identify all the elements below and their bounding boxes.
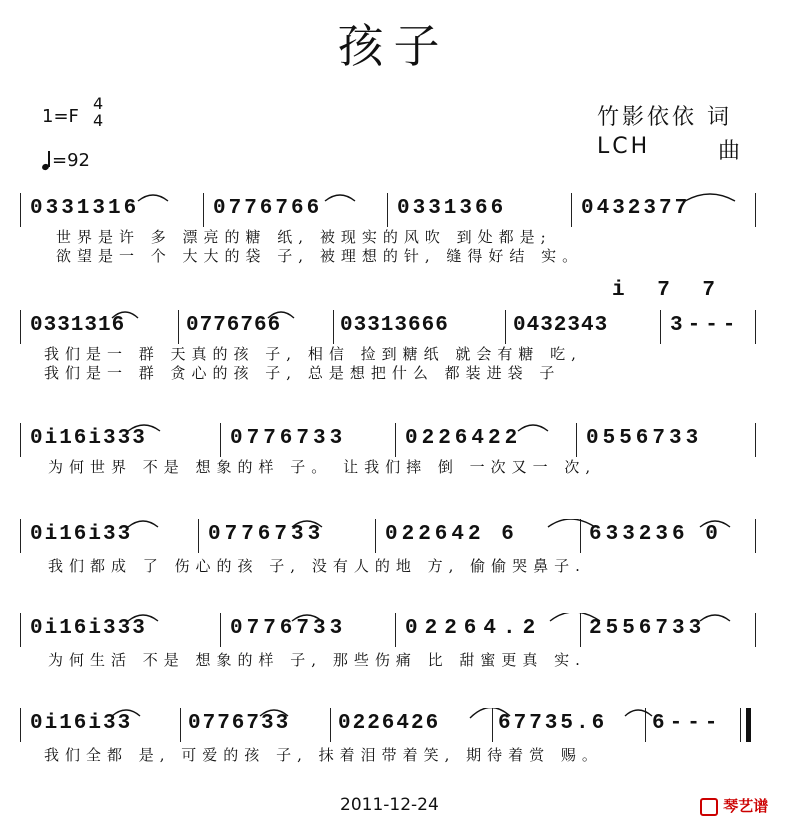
- barline: [580, 613, 581, 647]
- measure: 0776733: [208, 523, 325, 546]
- barline: [180, 708, 181, 742]
- barline: [20, 708, 21, 742]
- lyric-line: 我们都成 了 伤心的孩 子, 没有人的地 方, 偷偷哭鼻子.: [48, 557, 586, 575]
- site-logo: [700, 795, 768, 816]
- barline: [645, 708, 646, 742]
- lyric-line: 为何世界 不是 想象的样 子。 让我们摔 倒 一次又一 次,: [48, 458, 597, 476]
- barline: [395, 613, 396, 647]
- barline: [755, 193, 756, 227]
- composer-name: LCH: [597, 134, 651, 159]
- barline: [755, 613, 756, 647]
- barline: [20, 519, 21, 553]
- barline: [576, 423, 577, 457]
- measure: 633236 0: [589, 523, 722, 546]
- tempo-marking: [42, 150, 90, 171]
- barline: [220, 613, 221, 647]
- measure: 0776733: [188, 712, 291, 735]
- measure: 0i16i333: [30, 427, 147, 450]
- barline: [387, 193, 388, 227]
- score-row-1: [20, 193, 760, 263]
- barline: [20, 613, 21, 647]
- lyric-line: 我们是一 群 天真的孩 子, 相信 捡到糖纸 就会有糖 吃,: [44, 345, 582, 363]
- final-barline-thick: [746, 708, 751, 742]
- measure: 02264.2: [405, 617, 543, 640]
- lyric-line: 世界是许 多 漂亮的糖 纸, 被现实的风吹 到处都是;: [56, 228, 552, 246]
- barline: [20, 193, 21, 227]
- measure: 0331366: [397, 197, 507, 220]
- barline: [492, 708, 493, 742]
- measure: 0226426: [338, 712, 441, 735]
- measure: 0776766: [186, 314, 282, 337]
- logo-icon: [700, 798, 718, 816]
- measure: 0556733: [586, 427, 703, 450]
- key-signature: 1=F: [42, 106, 79, 127]
- measure: 0776733: [230, 617, 347, 640]
- song-title: 孩子: [337, 19, 450, 73]
- measure: 03313666: [340, 314, 449, 337]
- barline: [395, 423, 396, 457]
- time-signature: [93, 95, 103, 129]
- lyric-line: 我们全都 是, 可爱的孩 子, 抹着泪带着笑, 期待着赏 赐。: [44, 746, 603, 764]
- barline: [755, 310, 756, 344]
- lyricist-credit: 竹影依依 词: [597, 105, 732, 130]
- final-barline-thin: [740, 708, 741, 742]
- measure: 0331316: [30, 197, 140, 220]
- barline: [755, 519, 756, 553]
- barline: [20, 310, 21, 344]
- score-row-2: [20, 310, 760, 380]
- upper-notes: i 7 7: [612, 279, 726, 302]
- logo-text: 琴艺谱: [723, 797, 769, 815]
- barline: [505, 310, 506, 344]
- measure: 0i16i333: [30, 617, 147, 640]
- measure: 0776733: [230, 427, 347, 450]
- measure: 67735.6: [498, 712, 608, 735]
- barline: [333, 310, 334, 344]
- score-row-4: [20, 519, 760, 589]
- measure: 0432343: [513, 314, 609, 337]
- measure: 0226422: [405, 427, 522, 450]
- composer-role: 曲: [718, 139, 744, 164]
- measure: 0i16i33: [30, 523, 133, 546]
- barline: [330, 708, 331, 742]
- barline: [178, 310, 179, 344]
- lyric-line: 为何生活 不是 想象的样 子, 那些伤痛 比 甜蜜更真 实.: [48, 651, 586, 669]
- measure: 022642 6: [385, 523, 518, 546]
- measure: 3---: [670, 314, 741, 337]
- measure: 0i16i33: [30, 712, 133, 735]
- score-row-5: [20, 613, 760, 683]
- barline: [580, 519, 581, 553]
- barline: [20, 423, 21, 457]
- measure: 0776766: [213, 197, 323, 220]
- tempo-value: =92: [52, 150, 90, 171]
- lyric-line: 欲望是一 个 大大的袋 子, 被理想的针, 缝得好结 实。: [56, 247, 584, 265]
- measure: 2556733: [589, 617, 706, 640]
- measure: 0331316: [30, 314, 126, 337]
- barline: [198, 519, 199, 553]
- quarter-note-icon: [42, 151, 52, 171]
- barline: [203, 193, 204, 227]
- date-stamp: 2011-12-24: [340, 795, 439, 815]
- barline: [375, 519, 376, 553]
- measure: 0432377: [581, 197, 691, 220]
- barline: [220, 423, 221, 457]
- score-row-3: [20, 423, 760, 493]
- barline: [571, 193, 572, 227]
- time-signature-top: 4: [93, 94, 104, 113]
- measure: 6---: [652, 712, 723, 735]
- barline: [755, 423, 756, 457]
- barline: [660, 310, 661, 344]
- time-signature-bottom: 4: [93, 111, 104, 130]
- lyric-line: 我们是一 群 贪心的孩 子, 总是想把什么 都装进袋 子: [44, 364, 561, 382]
- score-row-6: [20, 708, 760, 778]
